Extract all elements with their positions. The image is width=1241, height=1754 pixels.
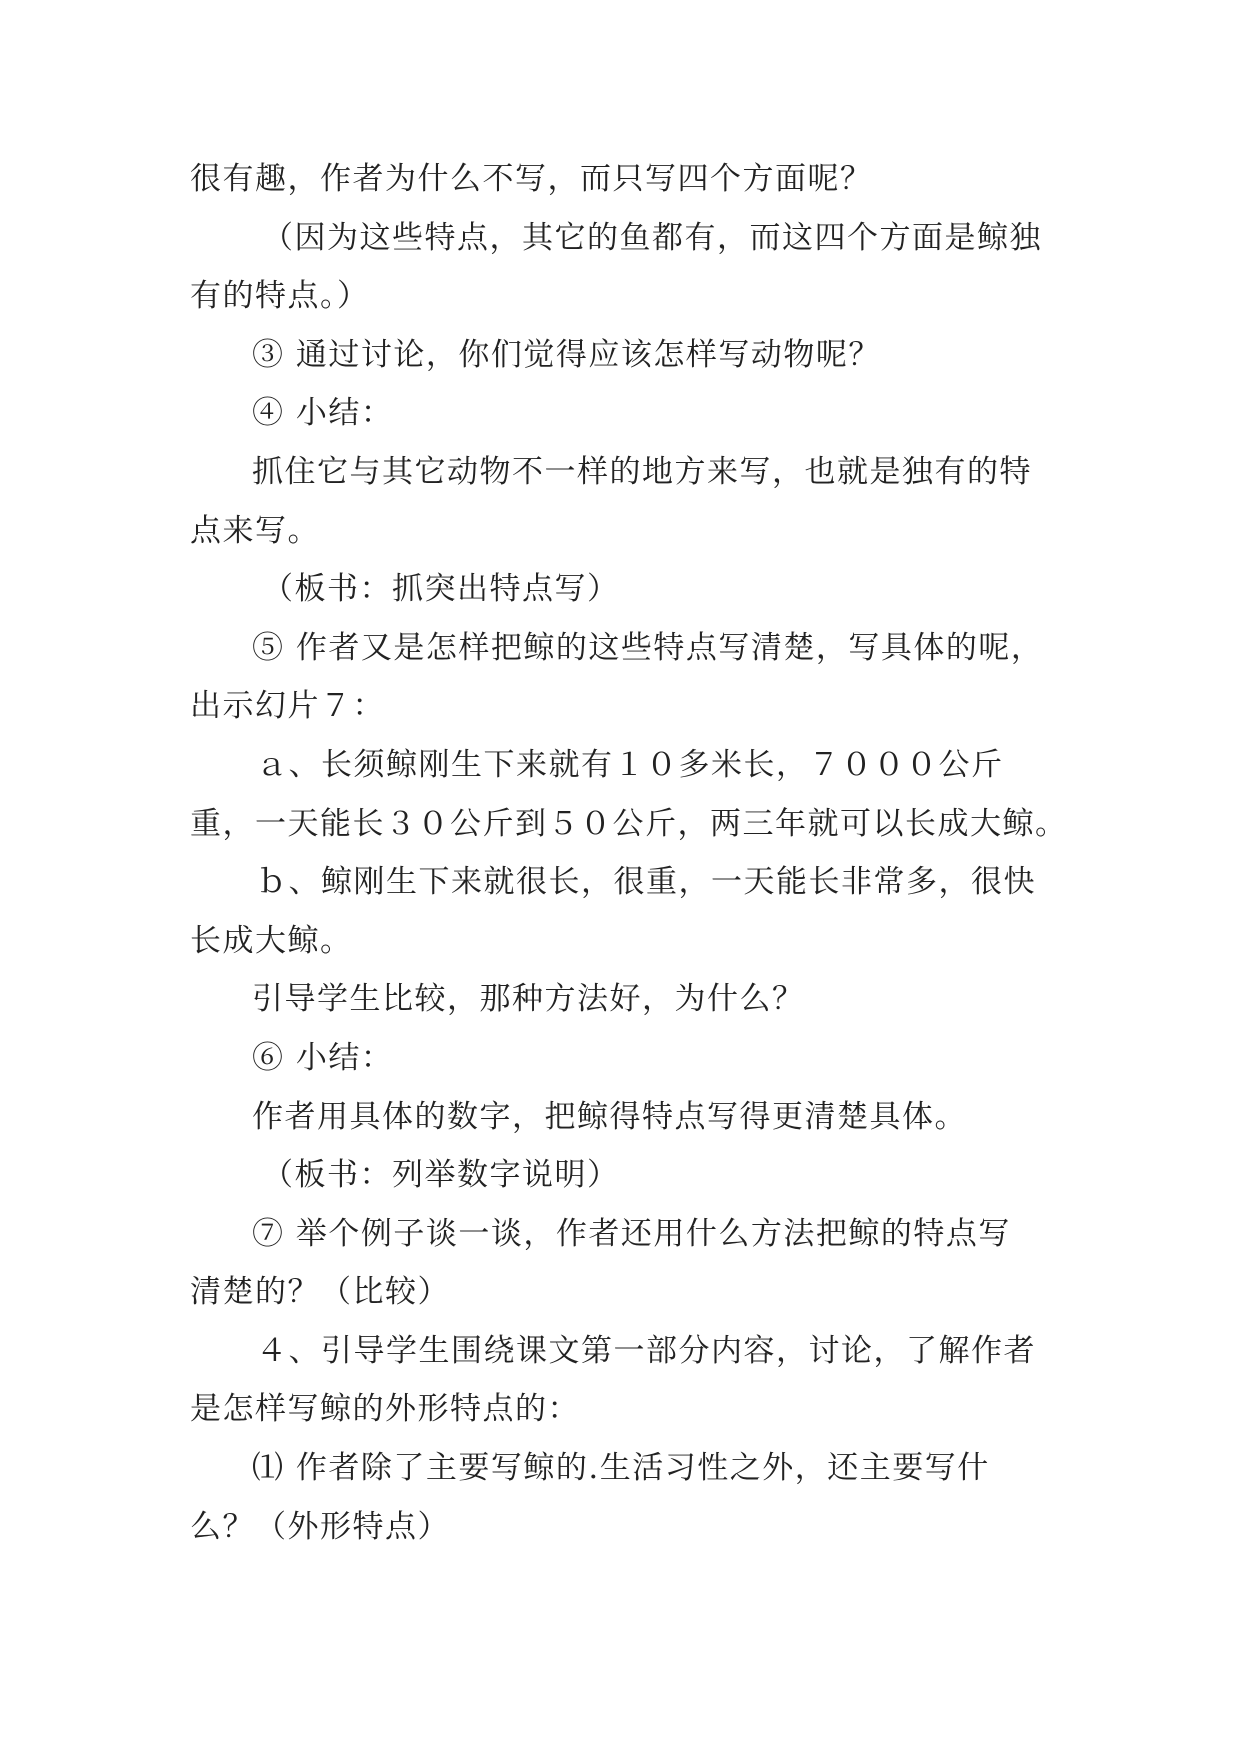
paragraph-line: 重，一天能长３０公斤到５０公斤，两三年就可以长成大鲸。 (190, 805, 1068, 842)
paragraph-line: 点来写。 (190, 512, 320, 549)
paragraph-line: 很有趣，作者为什么不写，而只写四个方面呢？ (190, 161, 873, 197)
list-item: ⑴ 作者除了主要写鲸的.生活习性之外，还主要写什 (252, 1450, 990, 1487)
paragraph-line: 有的特点。） (190, 278, 370, 315)
paragraph-line: ４、引导学生围绕课文第一部分内容，讨论，了解作者 (256, 1332, 1036, 1369)
list-item: ⑥ 小结： (252, 1039, 394, 1076)
paragraph-line: ｂ、鲸刚生下来就很长，很重，一天能长非常多，很快 (256, 864, 1036, 901)
paragraph-line: 清楚的？（比较） (190, 1274, 450, 1311)
list-item: ③ 通过讨论，你们觉得应该怎样写动物呢？ (252, 336, 881, 373)
list-item: ④ 小结： (252, 395, 394, 432)
paragraph-line: 抓住它与其它动物不一样的地方来写，也就是独有的特 (252, 453, 1032, 490)
paragraph-line: （板书：列举数字说明） (262, 1157, 620, 1194)
paragraph-line: 长成大鲸。 (190, 922, 353, 959)
paragraph-line: 引导学生比较，那种方法好，为什么？ (252, 981, 805, 1018)
paragraph-line: 是怎样写鲸的外形特点的： (190, 1391, 580, 1428)
paragraph-line: ａ、长须鲸刚生下来就有１０多米长，７０００公斤 (256, 746, 1004, 783)
paragraph-line: 作者用具体的数字，把鲸得特点写得更清楚具体。 (252, 1098, 967, 1135)
paragraph-line: 出示幻片７： (190, 688, 385, 725)
paragraph-line: （因为这些特点，其它的鱼都有，而这四个方面是鲸独 (262, 219, 1042, 256)
paragraph-line: 么？（外形特点） (190, 1508, 450, 1545)
document-body (190, 150, 1068, 1556)
list-item: ⑦ 举个例子谈一谈，作者还用什么方法把鲸的特点写 (252, 1215, 1011, 1252)
list-item: ⑤ 作者又是怎样把鲸的这些特点写清楚，写具体的呢， (252, 629, 1044, 666)
paragraph-line: （板书：抓突出特点写） (262, 571, 620, 608)
